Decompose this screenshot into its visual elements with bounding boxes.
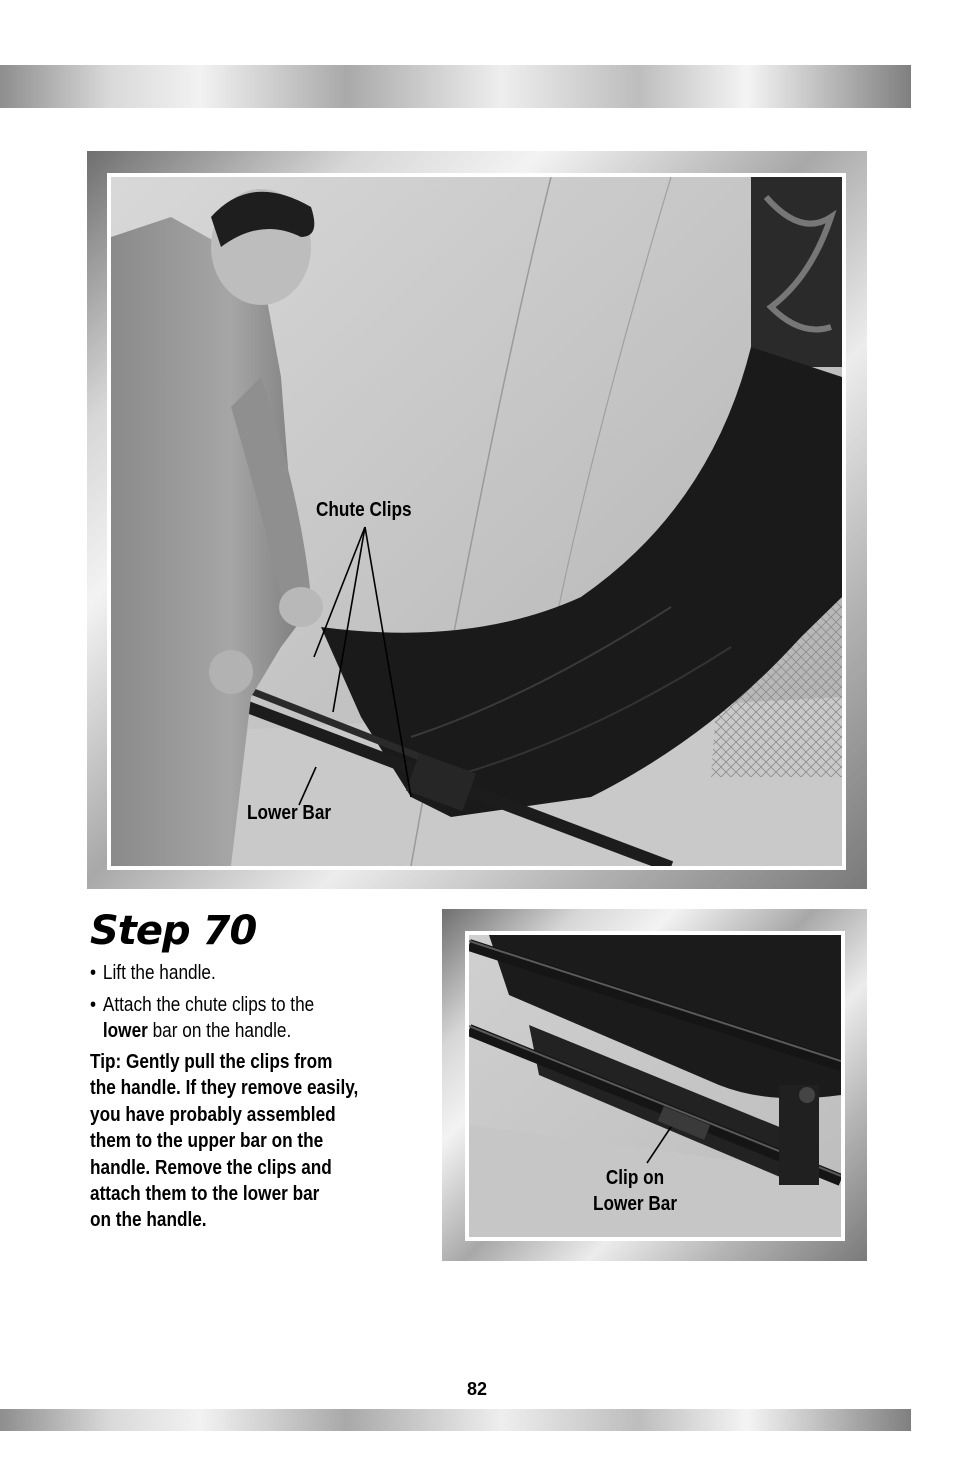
tip-line: on the handle. — [90, 1209, 207, 1232]
main-photo-illustration — [111, 177, 842, 866]
instruction-emphasis: lower — [102, 1020, 148, 1042]
main-photo — [111, 177, 842, 866]
page-number: 82 — [466, 1379, 488, 1399]
bullet-mark: • — [90, 962, 97, 984]
tip-line: you have probably assembled — [90, 1103, 336, 1126]
instruction-item — [90, 992, 443, 1044]
tip-line: the handle. If they remove easily, — [90, 1077, 359, 1100]
detail-photo-border — [465, 931, 845, 1241]
main-photo-border — [107, 173, 846, 870]
instruction-text: Lift the handle. — [102, 962, 216, 984]
tip-line: attach them to the lower bar — [90, 1183, 320, 1206]
clip-on-lower-bar-label-line-2: Lower Bar — [592, 1193, 678, 1215]
main-photo-frame — [87, 151, 867, 889]
clip-on-lower-bar-label-line-1: Clip on — [605, 1167, 665, 1189]
tip-line: them to the upper bar on the — [90, 1130, 324, 1153]
tip-line: Tip: Gently pull the clips from — [90, 1051, 333, 1073]
instruction-item — [90, 960, 443, 986]
instruction-text: bar on the handle. — [147, 1020, 292, 1042]
bullet-mark: • — [90, 994, 97, 1016]
chute-clips-label: Chute Clips — [316, 499, 412, 521]
tip-line: handle. Remove the clips and — [90, 1156, 332, 1179]
footer-metal-bar — [0, 1409, 911, 1431]
step-title: Step 70 — [90, 908, 257, 954]
instruction-text: Attach the chute clips to the — [102, 994, 315, 1016]
lower-bar-label: Lower Bar — [247, 802, 332, 824]
header-metal-bar — [0, 65, 911, 108]
instruction-list — [90, 960, 430, 1050]
tip-text — [90, 1049, 417, 1234]
detail-photo-frame — [442, 909, 867, 1261]
